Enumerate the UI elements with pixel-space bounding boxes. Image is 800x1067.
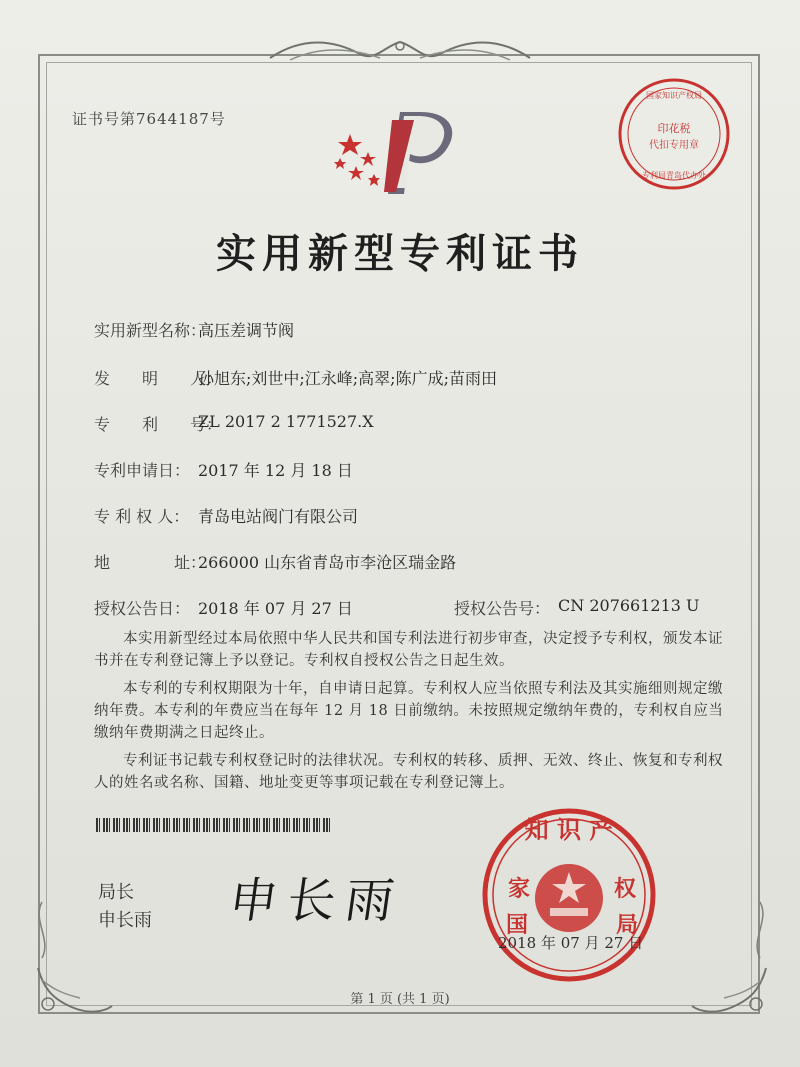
patent-no-label: 专 利 号： bbox=[94, 415, 223, 434]
svg-text:印花税: 印花税 bbox=[657, 122, 691, 135]
director-name: 申长雨 bbox=[98, 910, 152, 931]
side-ornament-right-icon bbox=[748, 900, 772, 960]
filing-date-value: 2017 年 12 月 18 日 bbox=[198, 461, 353, 480]
filing-date-label: 专利申请日： bbox=[94, 461, 191, 480]
patentee-value: 青岛电站阀门有限公司 bbox=[198, 507, 359, 526]
grant-no-value: CN 207661213 U bbox=[558, 596, 700, 615]
handwritten-signature: 申长雨 bbox=[225, 873, 408, 929]
certificate-body bbox=[94, 628, 730, 800]
side-ornament-left-icon bbox=[30, 900, 54, 960]
body-paragraph-2: 本专利的专利权期限为十年，自申请日起算。专利权人应当依照专利法及其实施细则规定缴纳年费。本专利的年费应当在每年 12 月 18 日前缴纳。未按照规定缴纳年费的，专利权自应当缴纳年费期满之日起终止。 bbox=[94, 681, 724, 741]
page-indicator: 第 1 页 (共 1 页) bbox=[350, 992, 450, 1007]
svg-text:国: 国 bbox=[506, 913, 529, 938]
address-label: 地 址： bbox=[94, 553, 207, 572]
svg-text:知 识 产: 知 识 产 bbox=[524, 816, 614, 844]
body-paragraph-3: 专利证书记载专利权登记时的法律状况。专利权的转移、质押、无效、终止、恢复和专利权人的姓名或名称、国籍、地址变更等事项记载在专利登记簿上。 bbox=[94, 753, 723, 791]
svg-text:权: 权 bbox=[614, 877, 637, 902]
address-value: 266000 山东省青岛市李沧区瑞金路 bbox=[198, 553, 457, 572]
inventor-label: 发 明 人： bbox=[94, 369, 223, 388]
name-value: 高压差调节阀 bbox=[198, 321, 295, 340]
grant-no-label: 授权公告号： bbox=[454, 599, 551, 618]
cnipa-logo-icon bbox=[322, 100, 462, 200]
certificate-title: 实用新型专利证书 bbox=[216, 230, 584, 277]
grant-date-label: 授权公告日： bbox=[94, 599, 191, 618]
body-paragraph-1: 本实用新型经过本局依照中华人民共和国专利法进行初步审查，决定授予专利权，颁发本证书并在专利登记簿上予以登记。专利权自授权公告之日起生效。 bbox=[94, 631, 723, 669]
official-seal-icon bbox=[474, 800, 664, 990]
grant-date-value: 2018 年 07 月 27 日 bbox=[198, 599, 353, 618]
certificate-number: 证书号第7644187号 bbox=[72, 110, 226, 128]
svg-text:国家知识产权局: 国家知识产权局 bbox=[646, 91, 702, 100]
director-title: 局长 bbox=[98, 882, 134, 903]
svg-text:家: 家 bbox=[508, 877, 531, 902]
patentee-label: 专 利 权 人： bbox=[94, 507, 190, 526]
barcode-icon bbox=[96, 818, 330, 832]
name-label: 实用新型名称： bbox=[94, 321, 207, 340]
svg-text:局: 局 bbox=[616, 913, 639, 938]
seal-date: 2018 年 07 月 27 日 bbox=[498, 934, 644, 952]
svg-text:专利局青岛代办处: 专利局青岛代办处 bbox=[642, 171, 706, 180]
agency-stamp-icon bbox=[614, 74, 734, 194]
top-ornament-icon bbox=[260, 36, 540, 66]
inventor-value: 孙旭东;刘世中;江永峰;高翠;陈广成;苗雨田 bbox=[198, 369, 497, 388]
patent-no-value: ZL 2017 2 1771527.X bbox=[198, 412, 374, 431]
svg-text:代扣专用章: 代扣专用章 bbox=[649, 140, 699, 151]
